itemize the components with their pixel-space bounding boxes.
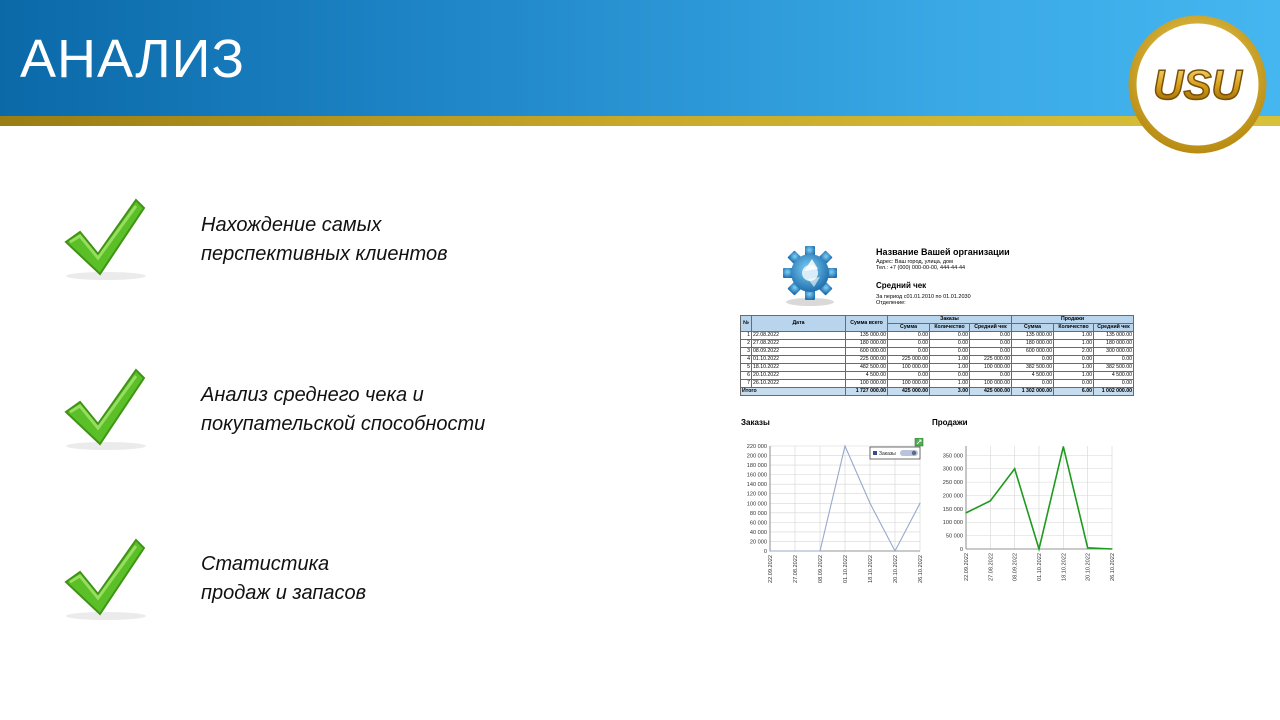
table-cell: 0.00: [1012, 380, 1054, 388]
org-phone: Тел.: +7 (000) 000-00-00, 444-44-44: [876, 265, 966, 271]
table-cell: 27.08.2022: [752, 340, 846, 348]
y-tick-label: 200 000: [942, 493, 963, 500]
check-icon: [58, 198, 158, 288]
column-header: Средний чек: [970, 324, 1012, 332]
table-cell: 0.00: [930, 348, 970, 356]
logo-text: USU: [1153, 61, 1242, 108]
table-cell: 1: [741, 332, 752, 340]
y-tick-label: 80 000: [749, 510, 767, 517]
data-point: [894, 550, 895, 551]
y-tick-label: 20 000: [749, 539, 767, 546]
table-row: [741, 332, 1134, 340]
table-cell: 4 500.00: [846, 372, 888, 380]
table-cell: 0.00: [1094, 356, 1134, 364]
table-cell: 01.10.2022: [752, 356, 846, 364]
y-tick-label: 0: [959, 547, 963, 553]
y-tick-label: 300 000: [942, 466, 963, 473]
org-name: Название Вашей организации: [876, 247, 1010, 257]
x-tick-label: 27.08.2022: [793, 555, 799, 583]
report-period: За период с01.01.2010 по 01.01.2030: [876, 294, 971, 300]
table-cell: 2: [741, 340, 752, 348]
column-header: №: [741, 316, 752, 332]
data-point: [794, 550, 795, 551]
chart-legend: [870, 447, 920, 459]
x-tick-label: 01.10.2022: [1037, 553, 1043, 581]
chart-title: Продажи: [932, 418, 968, 427]
table-row: [741, 356, 1134, 364]
table-cell: 0.00: [1054, 380, 1094, 388]
table-row: [741, 348, 1134, 356]
table-cell: 4: [741, 356, 752, 364]
y-tick-label: 200 000: [746, 453, 767, 460]
table-cell: 1.00: [930, 364, 970, 372]
y-tick-label: 150 000: [942, 506, 963, 513]
table-cell: 4 500.00: [1094, 372, 1134, 380]
x-tick-label: 01.10.2022: [843, 555, 849, 583]
table-row: [741, 340, 1134, 348]
table-cell: 1 302 000.00: [1012, 388, 1054, 396]
y-tick-label: 100 000: [942, 520, 963, 527]
chart-title: Заказы: [741, 418, 770, 427]
table-cell: 1.00: [1054, 340, 1094, 348]
table-cell: 1 002 000.00: [1094, 388, 1134, 396]
table-cell: 135 000.00: [1012, 332, 1054, 340]
table-cell: 2.00: [1054, 348, 1094, 356]
bullet-line: перспективных клиентов: [201, 243, 448, 265]
x-tick-label: 20.10.2022: [893, 555, 899, 583]
table-cell: 225 000.00: [846, 356, 888, 364]
report-title: Средний чек: [876, 281, 927, 290]
data-point: [869, 503, 870, 504]
data-point: [1087, 547, 1088, 548]
bullet-line: покупательской способности: [201, 413, 486, 435]
table-cell: 0.00: [888, 348, 930, 356]
table-cell: 1.00: [930, 356, 970, 364]
data-point: [1014, 468, 1015, 469]
table-cell: 180 000.00: [846, 340, 888, 348]
table-cell: 1 727 000.00: [846, 388, 888, 396]
legend-toggle-knob: [912, 451, 916, 455]
usu-logo: [1126, 13, 1269, 156]
table-cell: 100 000.00: [888, 364, 930, 372]
table-cell: 08.09.2022: [752, 348, 846, 356]
data-point: [919, 503, 920, 504]
table-cell: 1.00: [1054, 364, 1094, 372]
slide-title: АНАЛИЗ: [20, 29, 246, 89]
table-cell: 0.00: [888, 340, 930, 348]
check-icon: [58, 368, 158, 458]
y-tick-label: 40 000: [749, 529, 767, 536]
table-cell: 135 000.00: [846, 332, 888, 340]
y-tick-label: 100 000: [746, 501, 767, 508]
x-tick-label: 08.09.2022: [818, 555, 824, 583]
x-tick-label: 20.10.2022: [1085, 553, 1092, 581]
table-row: [741, 372, 1134, 380]
y-tick-label: 220 000: [746, 444, 767, 450]
column-header: Сумма всего: [846, 316, 888, 332]
column-header: Средний чек: [1094, 324, 1134, 332]
table-cell: 3.00: [930, 388, 970, 396]
data-point: [769, 550, 770, 551]
table-cell: 0.00: [930, 372, 970, 380]
data-point: [1063, 446, 1064, 447]
table-cell: 382 500.00: [1012, 364, 1054, 372]
table-cell: 1.00: [930, 380, 970, 388]
table-cell: 135 000.00: [1094, 332, 1134, 340]
x-tick-label: 26.10.2022: [1110, 553, 1116, 581]
legend-label: Заказы: [879, 451, 896, 457]
legend-swatch: [873, 451, 877, 455]
x-tick-label: 26.10.2022: [918, 555, 924, 583]
table-cell: 100 000.00: [970, 380, 1012, 388]
orders-chart: [738, 438, 930, 598]
table-cell: 600 000.00: [846, 348, 888, 356]
x-tick-label: 22.09.2022: [768, 555, 774, 583]
table-cell: 0.00: [970, 348, 1012, 356]
table-cell: 425 000.00: [888, 388, 930, 396]
data-point: [1111, 548, 1112, 549]
x-tick-label: 08.09.2022: [1012, 553, 1019, 581]
table-cell: 100 000.00: [846, 380, 888, 388]
table-cell: 0.00: [1094, 380, 1134, 388]
bullet-text: [201, 550, 366, 608]
table-cell: 0.00: [970, 332, 1012, 340]
table-cell: 482 500.00: [846, 364, 888, 372]
data-point: [965, 512, 966, 513]
y-tick-label: 160 000: [746, 472, 767, 479]
table-cell: 6: [741, 372, 752, 380]
data-point: [844, 445, 845, 446]
table-cell: 225 000.00: [970, 356, 1012, 364]
table-cell: 100 000.00: [970, 364, 1012, 372]
y-tick-label: 140 000: [746, 482, 767, 489]
table-cell: 1.00: [1054, 332, 1094, 340]
header-stripe: [0, 116, 1280, 126]
x-tick-label: 18.10.2022: [868, 555, 874, 583]
table-cell: 1.00: [1054, 372, 1094, 380]
gear-icon: [780, 242, 840, 308]
table-cell: 26.10.2022: [752, 380, 846, 388]
table-row: [741, 380, 1134, 388]
bullet-text: [201, 211, 448, 269]
table-cell: 3: [741, 348, 752, 356]
table-cell: 22.08.2022: [752, 332, 846, 340]
check-icon: [58, 538, 158, 628]
bullet-line: продаж и запасов: [201, 582, 367, 604]
x-tick-label: 27.08.2022: [988, 553, 995, 581]
table-cell: 4 500.00: [1012, 372, 1054, 380]
table-cell: 5: [741, 364, 752, 372]
bullet-line: Статистика: [201, 553, 330, 575]
table-cell: 18.10.2022: [752, 364, 846, 372]
table-cell: 20.10.2022: [752, 372, 846, 380]
y-tick-label: 250 000: [942, 480, 963, 487]
column-group-header: Продажи: [1012, 316, 1134, 324]
org-address: Адрес: Ваш город, улица, дом: [876, 259, 953, 265]
y-tick-label: 180 000: [746, 463, 767, 470]
table-cell: Итого: [741, 388, 846, 396]
table-cell: 0.00: [970, 340, 1012, 348]
table-cell: 0.00: [930, 332, 970, 340]
data-point: [819, 550, 820, 551]
table-cell: 0.00: [888, 372, 930, 380]
table-cell: 382 500.00: [1094, 364, 1134, 372]
bullet-line: Нахождение самых: [201, 214, 382, 236]
table-cell: 6.00: [1054, 388, 1094, 396]
bullet-line: Анализ среднего чека и: [201, 384, 424, 406]
table-cell: 0.00: [1054, 356, 1094, 364]
table-cell: 0.00: [930, 340, 970, 348]
table-cell: 0.00: [888, 332, 930, 340]
bullet-text: [201, 381, 485, 439]
x-tick-label: 22.09.2022: [964, 553, 970, 581]
report-table: [740, 315, 1134, 396]
column-header: Сумма: [1012, 324, 1054, 332]
data-point: [990, 500, 991, 501]
column-header: Количество: [930, 324, 970, 332]
y-tick-label: 0: [763, 549, 767, 555]
table-cell: 7: [741, 380, 752, 388]
table-cell: 600 000.00: [1012, 348, 1054, 356]
column-header: Дата: [752, 316, 846, 332]
y-tick-label: 50 000: [945, 533, 963, 540]
column-header: Количество: [1054, 324, 1094, 332]
table-cell: 300 000.00: [1094, 348, 1134, 356]
column-header: Сумма: [888, 324, 930, 332]
y-tick-label: 350 000: [942, 453, 963, 460]
sales-chart: [928, 438, 1128, 598]
table-cell: 0.00: [1012, 356, 1054, 364]
table-cell: 180 000.00: [1094, 340, 1134, 348]
table-cell: 425 000.00: [970, 388, 1012, 396]
table-cell: 225 000.00: [888, 356, 930, 364]
table-cell: 100 000.00: [888, 380, 930, 388]
table-row: [741, 364, 1134, 372]
y-tick-label: 60 000: [749, 520, 767, 527]
table-cell: 0.00: [970, 372, 1012, 380]
column-group-header: Заказы: [888, 316, 1012, 324]
table-cell: 180 000.00: [1012, 340, 1054, 348]
report-department: Отделение:: [876, 300, 906, 306]
table-total-row: [741, 388, 1134, 396]
x-tick-label: 18.10.2022: [1061, 553, 1068, 581]
data-point: [1038, 548, 1039, 549]
average-check-report: [738, 238, 1138, 598]
y-tick-label: 120 000: [746, 491, 767, 498]
